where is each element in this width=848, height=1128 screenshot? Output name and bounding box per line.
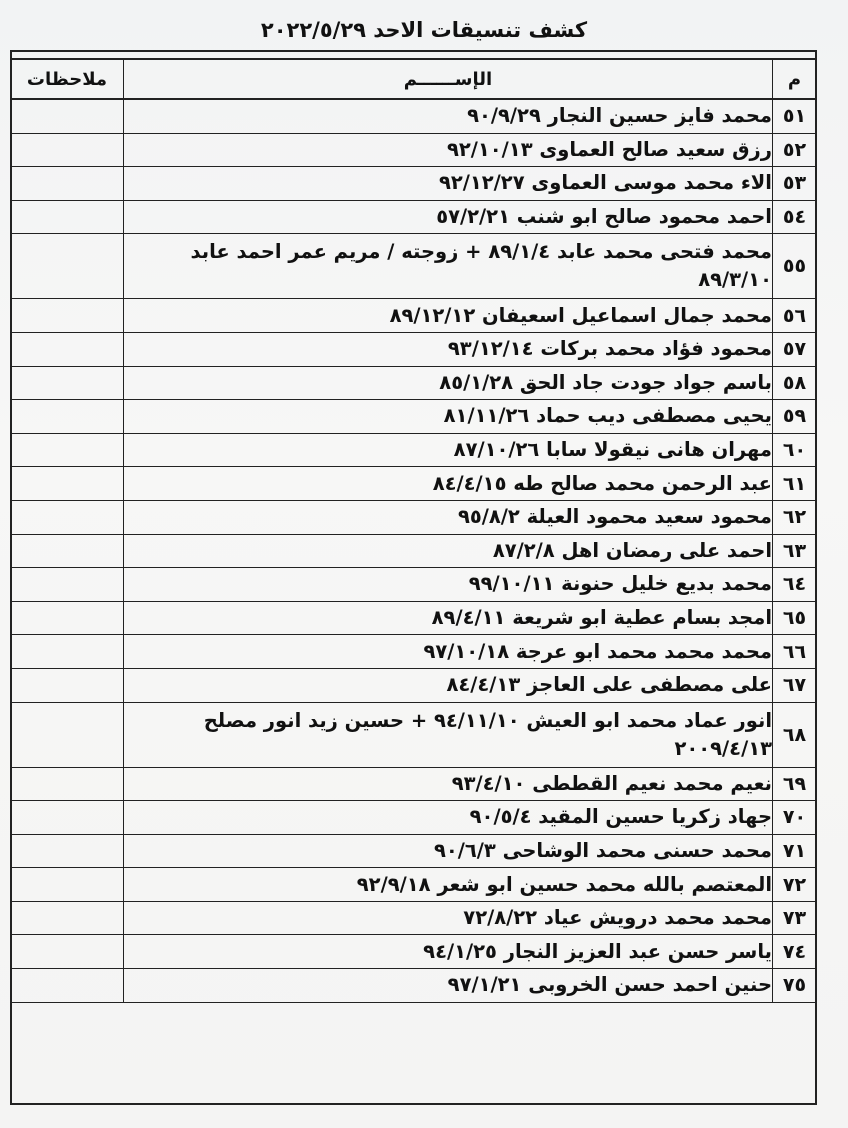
row-notes (11, 200, 124, 234)
table-row (11, 99, 817, 133)
row-name: حنين احمد حسن الخروبى ٩٧/١/٢١ (124, 969, 773, 1003)
row-name: الاء محمد موسى العماوى ٩٢/١٢/٢٧ (124, 167, 773, 201)
row-notes (11, 702, 124, 767)
roster-table (10, 58, 817, 1003)
row-name: انور عماد محمد ابو العيش ٩٤/١١/١٠ + حسين زيد انور مصلح ٢٠٠٩/٤/١٣ (124, 702, 773, 767)
table-row (11, 702, 817, 767)
table-row (11, 400, 817, 434)
table-row (11, 299, 817, 333)
table-row (11, 200, 817, 234)
row-name: محمد جمال اسماعيل اسعيفان ٨٩/١٢/١٢ (124, 299, 773, 333)
row-name: امجد بسام عطية ابو شريعة ٨٩/٤/١١ (124, 601, 773, 635)
row-notes (11, 467, 124, 501)
row-name: مهران هانى نيقولا سابا ٨٧/١٠/٢٦ (124, 433, 773, 467)
table-row (11, 568, 817, 602)
row-notes (11, 133, 124, 167)
row-notes (11, 500, 124, 534)
row-number: ٦٣ (773, 534, 817, 568)
row-name: محمد محمد درويش عياد ٧٢/٨/٢٢ (124, 901, 773, 935)
row-name: محمد بديع خليل حنونة ٩٩/١٠/١١ (124, 568, 773, 602)
row-notes (11, 635, 124, 669)
row-number: ٦٥ (773, 601, 817, 635)
row-number: ٥٨ (773, 366, 817, 400)
row-number: ٦٦ (773, 635, 817, 669)
row-number: ٦٩ (773, 767, 817, 801)
row-notes (11, 167, 124, 201)
header-notes: ملاحظات (11, 59, 124, 99)
table-row (11, 767, 817, 801)
row-number: ٦٧ (773, 668, 817, 702)
row-name: ياسر حسن عبد العزيز النجار ٩٤/١/٢٥ (124, 935, 773, 969)
table-row (11, 668, 817, 702)
table-row (11, 601, 817, 635)
header-name: الإســــــم (124, 59, 773, 99)
row-notes (11, 868, 124, 902)
row-number: ٧٣ (773, 901, 817, 935)
row-name: محمد حسنى محمد الوشاحى ٩٠/٦/٣ (124, 834, 773, 868)
header-number: م (773, 59, 817, 99)
row-name: محمد فتحى محمد عابد ٨٩/١/٤ + زوجته / مريم عمر احمد عابد ٨٩/٣/١٠ (124, 234, 773, 299)
table-row (11, 500, 817, 534)
table-row (11, 935, 817, 969)
table-row (11, 834, 817, 868)
row-name: محمود سعيد محمود العيلة ٩٥/٨/٢ (124, 500, 773, 534)
row-notes (11, 534, 124, 568)
row-name: المعتصم بالله محمد حسين ابو شعر ٩٢/٩/١٨ (124, 868, 773, 902)
row-name: محمد محمد محمد ابو عرجة ٩٧/١٠/١٨ (124, 635, 773, 669)
row-name: يحيى مصطفى ديب حماد ٨١/١١/٢٦ (124, 400, 773, 434)
row-number: ٥٧ (773, 332, 817, 366)
row-number: ٥٥ (773, 234, 817, 299)
row-number: ٥٢ (773, 133, 817, 167)
row-number: ٦٢ (773, 500, 817, 534)
table-row (11, 433, 817, 467)
row-notes (11, 767, 124, 801)
row-notes (11, 935, 124, 969)
row-notes (11, 568, 124, 602)
row-number: ٥٣ (773, 167, 817, 201)
table-row (11, 133, 817, 167)
row-name: نعيم محمد نعيم القططى ٩٣/٤/١٠ (124, 767, 773, 801)
table-row (11, 467, 817, 501)
row-notes (11, 433, 124, 467)
row-notes (11, 332, 124, 366)
row-notes (11, 969, 124, 1003)
row-notes (11, 801, 124, 835)
row-notes (11, 400, 124, 434)
row-number: ٧١ (773, 834, 817, 868)
row-number: ٦٤ (773, 568, 817, 602)
page-title: كشف تنسيقات الاحد ٢٠٢٢/٥/٢٩ (260, 18, 588, 42)
table-row (11, 635, 817, 669)
table-row (11, 366, 817, 400)
row-notes (11, 234, 124, 299)
row-notes (11, 834, 124, 868)
row-notes (11, 901, 124, 935)
row-number: ٥١ (773, 99, 817, 133)
row-name: رزق سعيد صالح العماوى ٩٢/١٠/١٣ (124, 133, 773, 167)
row-name: عبد الرحمن محمد صالح طه ٨٤/٤/١٥ (124, 467, 773, 501)
table-row (11, 868, 817, 902)
table-row (11, 167, 817, 201)
row-notes (11, 668, 124, 702)
row-notes (11, 366, 124, 400)
table-body (11, 99, 817, 1002)
table-header-row (11, 59, 817, 99)
table-row (11, 901, 817, 935)
table-row (11, 534, 817, 568)
row-name: باسم جواد جودت جاد الحق ٨٥/١/٢٨ (124, 366, 773, 400)
row-number: ٦١ (773, 467, 817, 501)
row-name: على مصطفى على العاجز ٨٤/٤/١٣ (124, 668, 773, 702)
row-number: ٥٦ (773, 299, 817, 333)
row-notes (11, 299, 124, 333)
row-notes (11, 601, 124, 635)
table-row (11, 234, 817, 299)
row-number: ٧٠ (773, 801, 817, 835)
table-row (11, 332, 817, 366)
row-number: ٧٤ (773, 935, 817, 969)
row-number: ٧٥ (773, 969, 817, 1003)
row-name: محمد فايز حسين النجار ٩٠/٩/٢٩ (124, 99, 773, 133)
row-name: جهاد زكريا حسين المقيد ٩٠/٥/٤ (124, 801, 773, 835)
table-row (11, 801, 817, 835)
row-name: احمد محمود صالح ابو شنب ٥٧/٢/٢١ (124, 200, 773, 234)
row-number: ٦٠ (773, 433, 817, 467)
row-number: ٧٢ (773, 868, 817, 902)
row-notes (11, 99, 124, 133)
row-name: محمود فؤاد محمد بركات ٩٣/١٢/١٤ (124, 332, 773, 366)
row-number: ٥٩ (773, 400, 817, 434)
row-number: ٦٨ (773, 702, 817, 767)
row-number: ٥٤ (773, 200, 817, 234)
table-row (11, 969, 817, 1003)
row-name: احمد على رمضان اهل ٨٧/٢/٨ (124, 534, 773, 568)
